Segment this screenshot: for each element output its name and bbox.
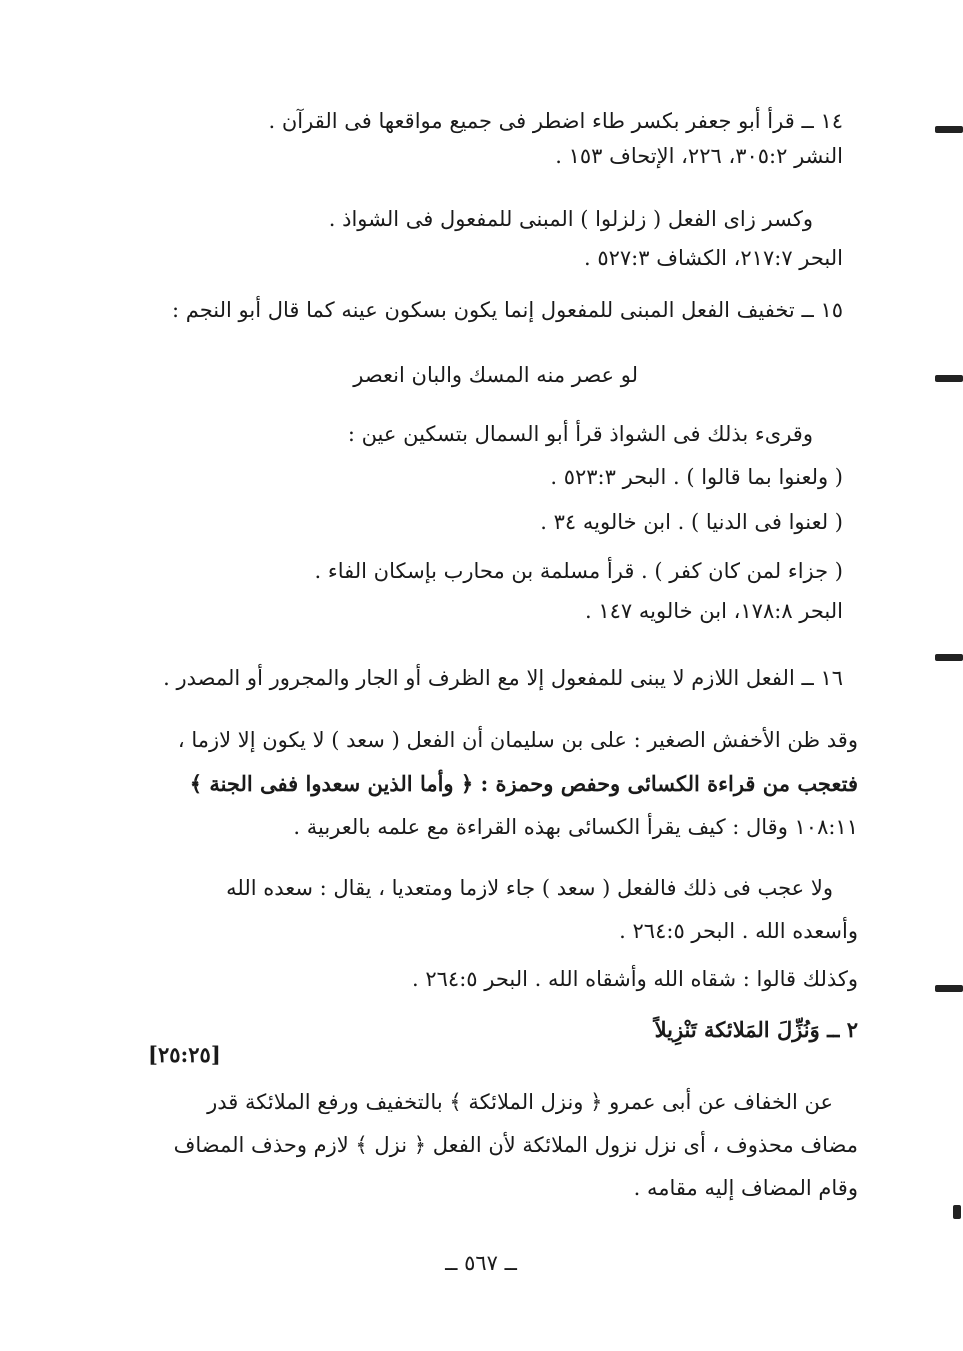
text-line: ١٥ ــ تخفيف الفعل المبنى للمفعول إنما يكون بسكون عينه كما قال أبو النجم : (172, 298, 843, 322)
edge-mark (935, 126, 963, 133)
edge-mark (935, 654, 963, 661)
edge-mark (935, 375, 963, 382)
text-line: النشر ٣٠٥:٢، ٢٢٦، الإتحاف ١٥٣ . (555, 144, 843, 168)
section-heading: ٢ ــ وَنُزِّلَ المَلائكة تَنْزِيلاً (654, 1017, 858, 1042)
text-line: وكذلك قالوا : شقاه الله وأشقاه الله . البحر ٢٦٤:٥ . (412, 967, 858, 991)
text-line: وقرىء بذلك فى الشواذ قرأ أبو السمال بتسكين عين : (347, 422, 813, 446)
page-number: ــ ٥٦٧ ــ (445, 1251, 517, 1275)
text-line: ١٦ ــ الفعل اللازم لا يبنى للمفعول إلا مع الظرف أو الجار والمجرور أو المصدر . (163, 666, 843, 690)
text-line: وقد ظن الأخفش الصغير : على بن سليمان أن الفعل ( سعد ) لا يكون إلا لازما ، (177, 728, 858, 752)
edge-mark (953, 1205, 961, 1219)
text-line: ( ولعنوا بما قالوا ) . البحر ٥٢٣:٣ . (550, 465, 843, 489)
text-line: البحر ٢١٧:٧، الكشاف ٥٢٧:٣ . (583, 246, 843, 270)
text-line: ( لعنوا فى الدنيا ) . ابن خالويه ٣٤ . (540, 510, 843, 534)
text-line: وقام المضاف إليه مقامه . (633, 1176, 858, 1200)
text-line: ( جزاء لمن كان كفر ) . قرأ مسلمة بن محارب بإسكان الفاء . (314, 559, 843, 583)
text-line: ١٠٨:١١ وقال : كيف يقرأ الكسائى بهذه القراءة مع علمه بالعربية . (293, 815, 858, 839)
text-line: فتعجب من قراءة الكسائى وحفص وحمزة : ﴿ وأما الذين سعدوا ففى الجنة ﴾ (189, 771, 858, 796)
edge-mark (935, 985, 963, 992)
text-line: ولا عجب فى ذلك فالفعل ( سعد ) جاء لازما ومتعديا ، يقال : سعده الله (226, 876, 833, 900)
verse-reference: [٢٥:٢٥] (148, 1042, 221, 1067)
text-line: البحر ١٧٨:٨، ابن خالويه ١٤٧ . (585, 599, 843, 623)
text-line: وكسر زاى الفعل ( زلزلوا ) المبنى للمفعول فى الشواذ . (328, 207, 813, 231)
text-line: مضاف محذوف ، أى نزل نزول الملائكة لأن الفعل ﴿ نزل ﴾ لازم وحذف المضاف (173, 1133, 858, 1157)
verse-line: لو عصر منه المسك والبان انعصر (353, 363, 638, 387)
text-line: وأسعده الله . البحر ٢٦٤:٥ . (619, 919, 858, 943)
text-line: عن الخفاف عن أبى عمرو ﴿ ونزل الملائكة ﴾ بالتخفيف ورفع الملائكة قدر (207, 1090, 833, 1114)
text-line: ١٤ ــ قرأ أبو جعفر بكسر طاء اضطر فى جميع مواقعها فى القرآن . (268, 109, 843, 133)
